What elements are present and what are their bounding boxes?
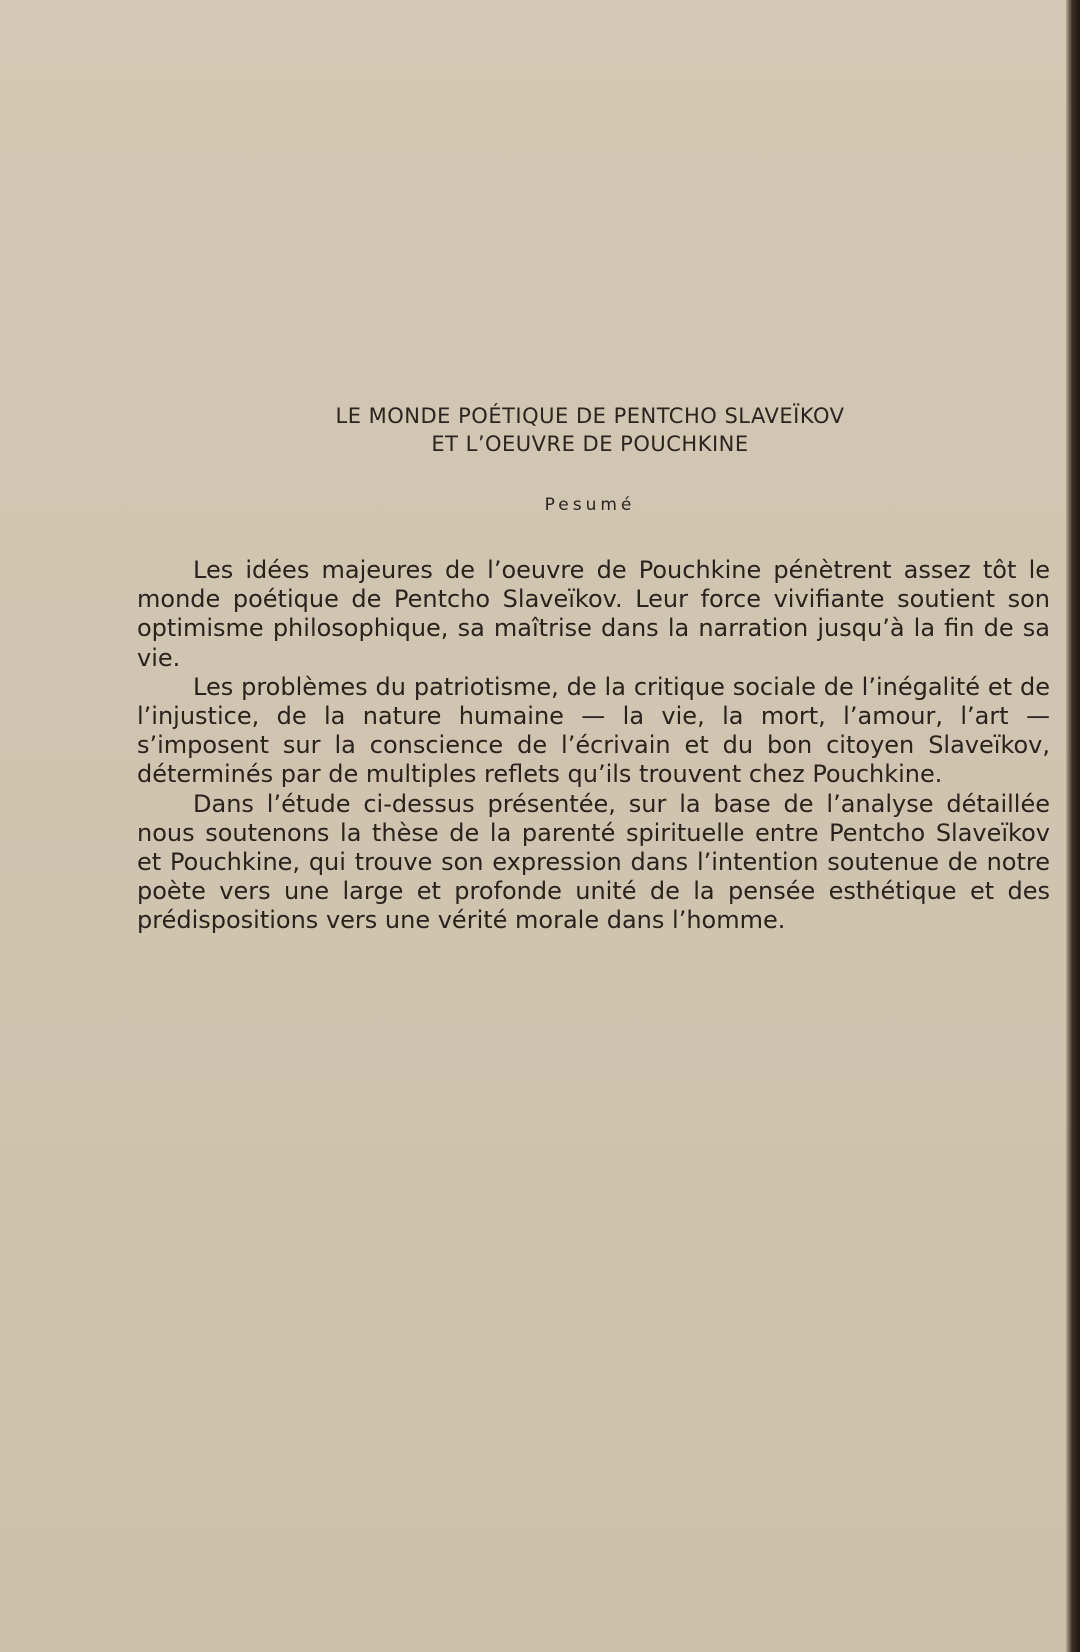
title-line-1: LE MONDE POÉTIQUE DE PENTCHO SLAVEÏKOV <box>335 404 845 428</box>
paragraph-2: Les problèmes du patriotisme, de la critique sociale de l’inégalité et de l’injustice, de la nature humaine — la vie, la mort, l’amour, l’art — s’imposent sur la conscience de l’écrivain et du bon citoyen Slaveïkov, déterminés par de multiples reflets qu’ils trouvent chez Pouchkine. <box>137 672 1050 789</box>
paragraph-3: Dans l’étude ci-dessus présentée, sur la base de l’analyse détaillée nous soutenons la thèse de la parenté spirituelle entre Pentcho Slaveïkov et Pouchkine, qui trouve son expression dans l’intention soutenue de notre poète vers une large et profonde unité de la pensée esthétique et des prédispositions vers une vérité morale dans l’homme. <box>137 789 1050 935</box>
summary-heading: Pesumé <box>544 495 636 515</box>
summary-body <box>137 556 1050 936</box>
title-line-2: ET L’OEUVRE DE POUCHKINE <box>431 432 749 456</box>
paragraph-1: Les idées majeures de l’oeuvre de Pouchkine pénètrent assez tôt le monde poétique de Pentcho Slaveïkov. Leur force vivifiante soutient son optimisme philosophique, sa maîtrise dans la narration jusqu’à la fin de sa vie. <box>137 556 1050 672</box>
page-binding-edge <box>1066 0 1080 1652</box>
document-title <box>150 402 1030 458</box>
